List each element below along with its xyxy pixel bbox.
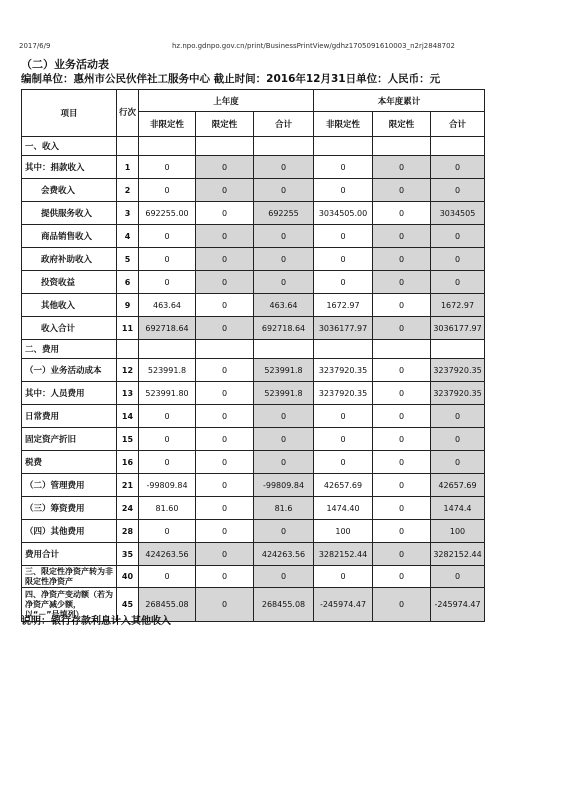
cell-this-total: 0 bbox=[431, 248, 485, 271]
cell-prev-total: 0 bbox=[254, 428, 314, 451]
cell-prev-restricted: 0 bbox=[196, 566, 254, 588]
cell-this-total: 3036177.97 bbox=[431, 317, 485, 340]
cell-prev-restricted: 0 bbox=[196, 497, 254, 520]
row-label: （二）管理费用 bbox=[22, 474, 117, 497]
cell-prev-unrestricted: 81.60 bbox=[139, 497, 196, 520]
footnote: 说明：银行存款利息计入其他收入 bbox=[21, 616, 171, 627]
cell-prev-restricted: 0 bbox=[196, 520, 254, 543]
cell-this-restricted: 0 bbox=[373, 359, 431, 382]
cell-prev-total: 0 bbox=[254, 520, 314, 543]
cell-prev-total: 523991.8 bbox=[254, 359, 314, 382]
cell-this-total: 3034505 bbox=[431, 202, 485, 225]
row-label: （三）筹资费用 bbox=[22, 497, 117, 520]
table-body bbox=[22, 137, 485, 622]
cell-this-restricted: 0 bbox=[373, 202, 431, 225]
table-row bbox=[22, 137, 485, 156]
cell-this-restricted: 0 bbox=[373, 474, 431, 497]
cell-prev-total: 692718.64 bbox=[254, 317, 314, 340]
cell-this-total: 0 bbox=[431, 225, 485, 248]
cell-this-unrestricted bbox=[314, 137, 373, 156]
row-line-number: 40 bbox=[117, 566, 139, 588]
table-row bbox=[22, 497, 485, 520]
row-line-number: 28 bbox=[117, 520, 139, 543]
cell-prev-unrestricted: 692255.00 bbox=[139, 202, 196, 225]
cell-prev-total: 0 bbox=[254, 405, 314, 428]
page-title: （二）业务活动表 bbox=[21, 58, 109, 71]
cell-this-unrestricted: 3237920.35 bbox=[314, 359, 373, 382]
cell-this-total: 0 bbox=[431, 428, 485, 451]
header-item: 项目 bbox=[22, 90, 117, 137]
cell-this-total: 0 bbox=[431, 271, 485, 294]
business-activity-table bbox=[21, 89, 485, 622]
header-prev-total: 合计 bbox=[254, 112, 314, 137]
cell-prev-unrestricted: 692718.64 bbox=[139, 317, 196, 340]
cell-this-total: 0 bbox=[431, 156, 485, 179]
table-row bbox=[22, 317, 485, 340]
row-line-number: 12 bbox=[117, 359, 139, 382]
cell-prev-total: 268455.08 bbox=[254, 588, 314, 622]
cell-prev-restricted: 0 bbox=[196, 543, 254, 566]
cell-this-total: 3237920.35 bbox=[431, 382, 485, 405]
cell-this-restricted: 0 bbox=[373, 520, 431, 543]
row-line-number bbox=[117, 340, 139, 359]
cell-prev-unrestricted: 0 bbox=[139, 179, 196, 202]
cell-this-restricted: 0 bbox=[373, 156, 431, 179]
cell-prev-restricted: 0 bbox=[196, 271, 254, 294]
cell-this-restricted: 0 bbox=[373, 405, 431, 428]
header-this-restricted: 限定性 bbox=[373, 112, 431, 137]
row-line-number: 2 bbox=[117, 179, 139, 202]
cell-this-total: 0 bbox=[431, 405, 485, 428]
row-label: 固定资产折旧 bbox=[22, 428, 117, 451]
row-label: （一）业务活动成本 bbox=[22, 359, 117, 382]
cell-prev-total: 0 bbox=[254, 225, 314, 248]
cell-prev-restricted: 0 bbox=[196, 179, 254, 202]
cell-this-total: -245974.47 bbox=[431, 588, 485, 622]
row-label: 其中：捐款收入 bbox=[22, 156, 117, 179]
cell-prev-unrestricted: 0 bbox=[139, 271, 196, 294]
table-row bbox=[22, 405, 485, 428]
cell-prev-unrestricted bbox=[139, 340, 196, 359]
cell-this-restricted: 0 bbox=[373, 428, 431, 451]
row-label: 提供服务收入 bbox=[22, 202, 117, 225]
cell-this-unrestricted: 0 bbox=[314, 248, 373, 271]
cell-prev-unrestricted: 523991.80 bbox=[139, 382, 196, 405]
cell-this-unrestricted: 0 bbox=[314, 225, 373, 248]
cell-prev-total: 424263.56 bbox=[254, 543, 314, 566]
cell-prev-unrestricted: 0 bbox=[139, 225, 196, 248]
cell-prev-unrestricted: 0 bbox=[139, 451, 196, 474]
row-line-number: 15 bbox=[117, 428, 139, 451]
cell-prev-total bbox=[254, 137, 314, 156]
cell-this-unrestricted: 0 bbox=[314, 179, 373, 202]
cell-this-restricted: 0 bbox=[373, 543, 431, 566]
cell-this-restricted: 0 bbox=[373, 317, 431, 340]
cell-prev-total: 692255 bbox=[254, 202, 314, 225]
cell-this-unrestricted: 3237920.35 bbox=[314, 382, 373, 405]
cell-this-total bbox=[431, 137, 485, 156]
row-label: 投资收益 bbox=[22, 271, 117, 294]
row-label: 其他收入 bbox=[22, 294, 117, 317]
row-label: 政府补助收入 bbox=[22, 248, 117, 271]
cell-prev-total: 0 bbox=[254, 156, 314, 179]
row-line-number: 35 bbox=[117, 543, 139, 566]
cell-this-restricted bbox=[373, 340, 431, 359]
cell-this-unrestricted: -245974.47 bbox=[314, 588, 373, 622]
table-row bbox=[22, 451, 485, 474]
row-label: 一、收入 bbox=[22, 137, 117, 156]
cell-prev-unrestricted: 463.64 bbox=[139, 294, 196, 317]
cell-this-restricted: 0 bbox=[373, 566, 431, 588]
row-line-number: 13 bbox=[117, 382, 139, 405]
table-row bbox=[22, 202, 485, 225]
cell-this-unrestricted: 0 bbox=[314, 566, 373, 588]
cell-prev-unrestricted: 0 bbox=[139, 566, 196, 588]
cell-this-total bbox=[431, 340, 485, 359]
cell-prev-total bbox=[254, 340, 314, 359]
cell-this-restricted: 0 bbox=[373, 451, 431, 474]
cell-this-unrestricted: 0 bbox=[314, 428, 373, 451]
row-label: 二、费用 bbox=[22, 340, 117, 359]
cell-prev-restricted: 0 bbox=[196, 294, 254, 317]
row-label: （四）其他费用 bbox=[22, 520, 117, 543]
cell-this-unrestricted: 3034505.00 bbox=[314, 202, 373, 225]
cell-prev-total: 0 bbox=[254, 271, 314, 294]
print-date: 2017/6/9 bbox=[19, 42, 51, 50]
cell-this-unrestricted bbox=[314, 340, 373, 359]
row-line-number: 6 bbox=[117, 271, 139, 294]
cell-this-total: 0 bbox=[431, 566, 485, 588]
cell-prev-unrestricted: 0 bbox=[139, 248, 196, 271]
table-row bbox=[22, 294, 485, 317]
cell-prev-unrestricted: 0 bbox=[139, 405, 196, 428]
cell-prev-restricted: 0 bbox=[196, 588, 254, 622]
cell-prev-unrestricted: 0 bbox=[139, 428, 196, 451]
header-line: 行次 bbox=[117, 90, 139, 137]
row-label: 税费 bbox=[22, 451, 117, 474]
header-prev-restricted: 限定性 bbox=[196, 112, 254, 137]
cell-this-total: 42657.69 bbox=[431, 474, 485, 497]
cell-this-restricted bbox=[373, 137, 431, 156]
cell-prev-restricted: 0 bbox=[196, 225, 254, 248]
cell-prev-total: 0 bbox=[254, 566, 314, 588]
header-prev-year: 上年度 bbox=[139, 90, 314, 112]
cell-prev-total: 523991.8 bbox=[254, 382, 314, 405]
table-row bbox=[22, 474, 485, 497]
cell-prev-total: 81.6 bbox=[254, 497, 314, 520]
cell-prev-total: 0 bbox=[254, 179, 314, 202]
cell-this-total: 3237920.35 bbox=[431, 359, 485, 382]
cell-this-total: 0 bbox=[431, 451, 485, 474]
table-row bbox=[22, 566, 485, 588]
cell-this-restricted: 0 bbox=[373, 225, 431, 248]
row-label: 日常费用 bbox=[22, 405, 117, 428]
cell-this-unrestricted: 0 bbox=[314, 271, 373, 294]
cell-this-restricted: 0 bbox=[373, 294, 431, 317]
cell-prev-restricted: 0 bbox=[196, 405, 254, 428]
cell-prev-unrestricted: 0 bbox=[139, 156, 196, 179]
cell-prev-unrestricted: 523991.8 bbox=[139, 359, 196, 382]
table-row bbox=[22, 520, 485, 543]
row-line-number: 11 bbox=[117, 317, 139, 340]
row-line-number: 9 bbox=[117, 294, 139, 317]
cell-this-unrestricted: 1474.40 bbox=[314, 497, 373, 520]
row-line-number: 5 bbox=[117, 248, 139, 271]
cell-prev-restricted bbox=[196, 137, 254, 156]
cell-prev-restricted: 0 bbox=[196, 428, 254, 451]
row-line-number: 45 bbox=[117, 588, 139, 622]
cell-prev-restricted: 0 bbox=[196, 156, 254, 179]
row-label: 三、限定性净资产转为非限定性净资产 bbox=[22, 566, 117, 588]
cell-this-total: 3282152.44 bbox=[431, 543, 485, 566]
cell-prev-restricted: 0 bbox=[196, 382, 254, 405]
cell-prev-unrestricted: 0 bbox=[139, 520, 196, 543]
cell-prev-unrestricted: -99809.84 bbox=[139, 474, 196, 497]
cell-this-unrestricted: 0 bbox=[314, 405, 373, 428]
header-this-total: 合计 bbox=[431, 112, 485, 137]
cell-this-unrestricted: 0 bbox=[314, 451, 373, 474]
cell-this-unrestricted: 3036177.97 bbox=[314, 317, 373, 340]
row-line-number: 16 bbox=[117, 451, 139, 474]
row-line-number: 14 bbox=[117, 405, 139, 428]
report-subtitle: 编制单位：惠州市公民伙伴社工服务中心 截止时间：2016年12月31日单位：人民币：元 bbox=[21, 73, 441, 85]
row-label: 费用合计 bbox=[22, 543, 117, 566]
cell-prev-total: 0 bbox=[254, 248, 314, 271]
cell-prev-total: -99809.84 bbox=[254, 474, 314, 497]
cell-prev-restricted bbox=[196, 340, 254, 359]
table-row bbox=[22, 340, 485, 359]
cell-this-total: 100 bbox=[431, 520, 485, 543]
row-line-number: 24 bbox=[117, 497, 139, 520]
cell-prev-restricted: 0 bbox=[196, 474, 254, 497]
print-url: hz.npo.gdnpo.gov.cn/print/BusinessPrintView/gdhz1705091610003_n2rj2848702 bbox=[172, 42, 455, 50]
row-line-number: 4 bbox=[117, 225, 139, 248]
cell-this-restricted: 0 bbox=[373, 382, 431, 405]
row-label: 其中：人员费用 bbox=[22, 382, 117, 405]
table-row bbox=[22, 225, 485, 248]
cell-this-restricted: 0 bbox=[373, 588, 431, 622]
cell-prev-unrestricted bbox=[139, 137, 196, 156]
header-prev-unrestricted: 非限定性 bbox=[139, 112, 196, 137]
cell-this-unrestricted: 1672.97 bbox=[314, 294, 373, 317]
cell-prev-restricted: 0 bbox=[196, 359, 254, 382]
table-row bbox=[22, 179, 485, 202]
cell-this-total: 1474.4 bbox=[431, 497, 485, 520]
cell-this-unrestricted: 3282152.44 bbox=[314, 543, 373, 566]
cell-prev-total: 0 bbox=[254, 451, 314, 474]
row-line-number: 21 bbox=[117, 474, 139, 497]
cell-this-total: 0 bbox=[431, 179, 485, 202]
cell-this-unrestricted: 100 bbox=[314, 520, 373, 543]
cell-this-restricted: 0 bbox=[373, 271, 431, 294]
cell-prev-unrestricted: 424263.56 bbox=[139, 543, 196, 566]
row-label: 收入合计 bbox=[22, 317, 117, 340]
cell-this-unrestricted: 42657.69 bbox=[314, 474, 373, 497]
cell-this-restricted: 0 bbox=[373, 179, 431, 202]
table-row bbox=[22, 543, 485, 566]
row-line-number: 3 bbox=[117, 202, 139, 225]
cell-this-restricted: 0 bbox=[373, 248, 431, 271]
cell-prev-restricted: 0 bbox=[196, 451, 254, 474]
row-line-number: 1 bbox=[117, 156, 139, 179]
header-this-unrestricted: 非限定性 bbox=[314, 112, 373, 137]
table-row bbox=[22, 156, 485, 179]
cell-prev-restricted: 0 bbox=[196, 317, 254, 340]
header-this-year: 本年度累计 bbox=[314, 90, 485, 112]
cell-this-unrestricted: 0 bbox=[314, 156, 373, 179]
cell-this-restricted: 0 bbox=[373, 497, 431, 520]
row-label: 商品销售收入 bbox=[22, 225, 117, 248]
table-row bbox=[22, 428, 485, 451]
cell-prev-restricted: 0 bbox=[196, 248, 254, 271]
table-row bbox=[22, 382, 485, 405]
cell-prev-unrestricted: 268455.08 bbox=[139, 588, 196, 622]
table-row bbox=[22, 359, 485, 382]
row-label: 会费收入 bbox=[22, 179, 117, 202]
row-label: 四、净资产变动额（若为净资产减少额，以“－”号填列） bbox=[22, 588, 117, 622]
cell-this-total: 1672.97 bbox=[431, 294, 485, 317]
row-line-number bbox=[117, 137, 139, 156]
cell-prev-restricted: 0 bbox=[196, 202, 254, 225]
table-row bbox=[22, 271, 485, 294]
cell-prev-total: 463.64 bbox=[254, 294, 314, 317]
table-row bbox=[22, 248, 485, 271]
